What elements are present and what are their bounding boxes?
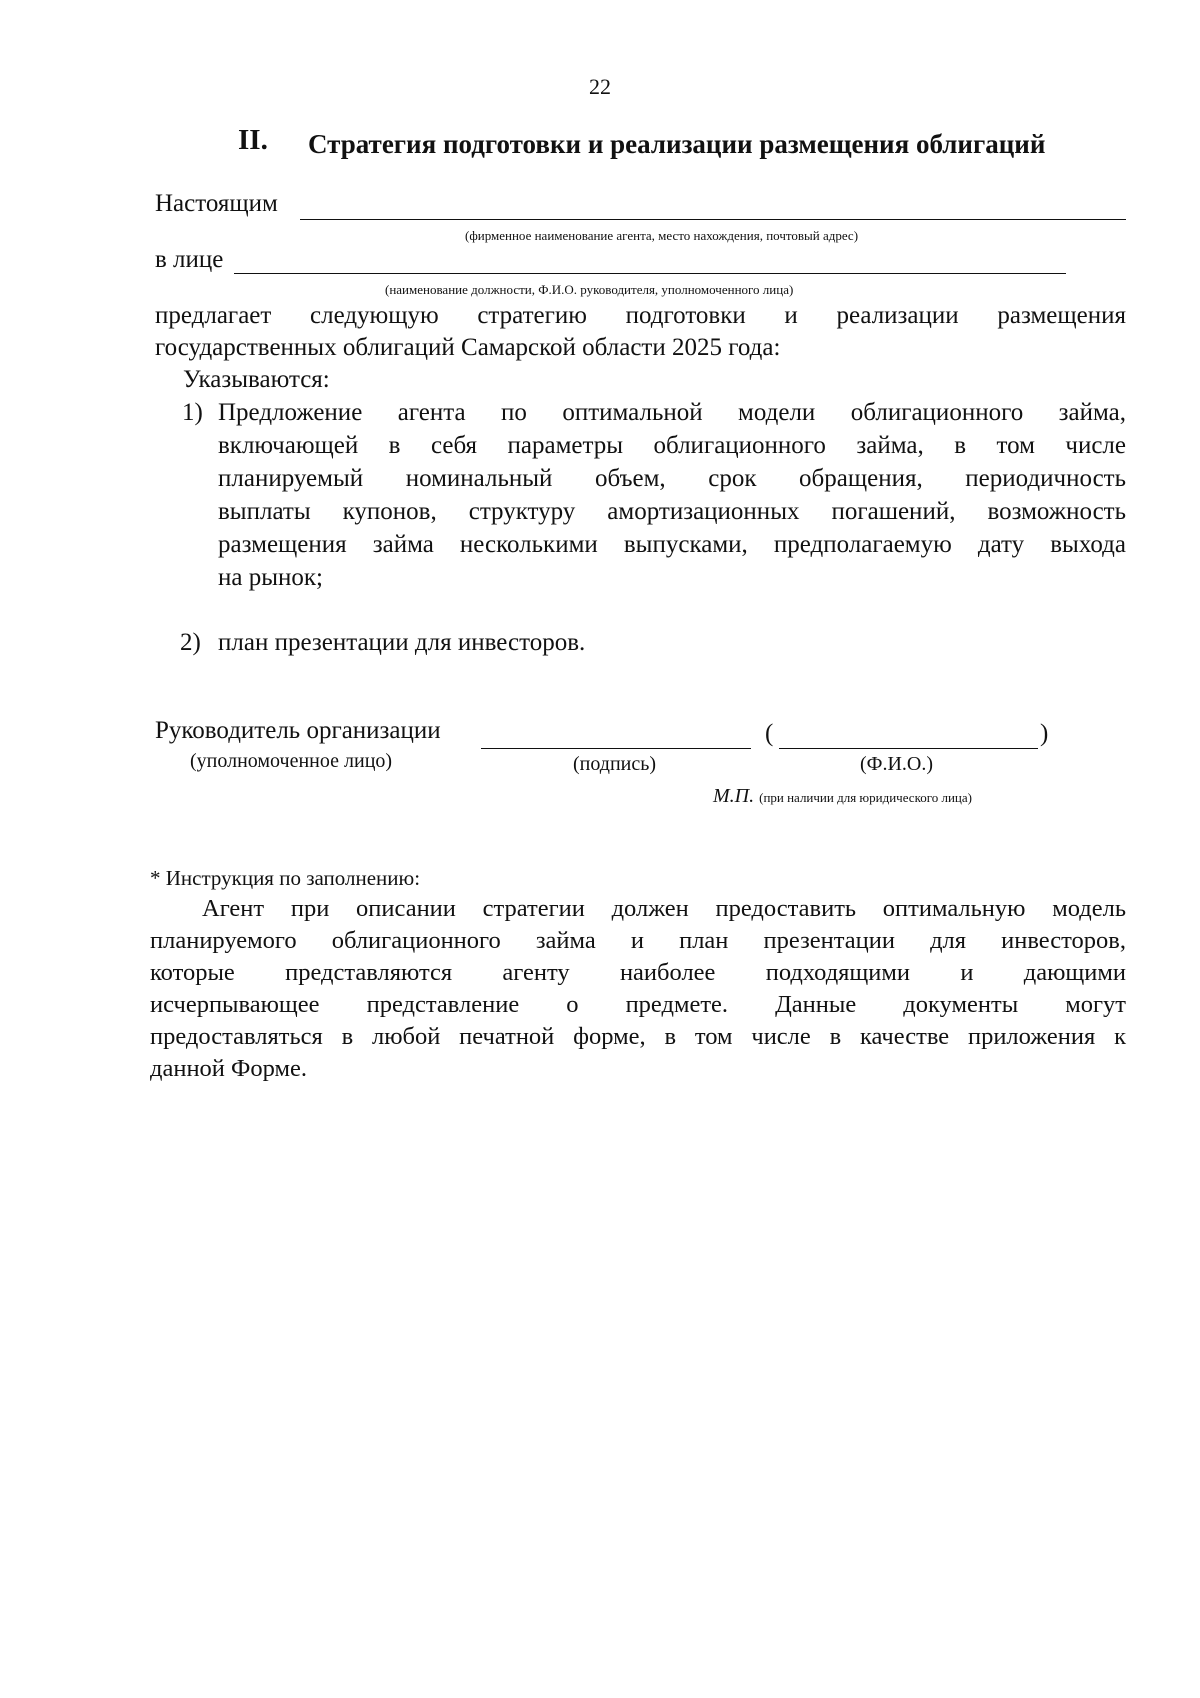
instructions-line-6: данной Форме. [150,1055,308,1082]
instructions-line-3: которые представляются агенту наиболее подходящими и дающими [150,959,1126,986]
instructions-line-4: исчерпывающее представление о предмете. Данные документы могут [150,991,1126,1018]
instructions-line-2: планируемого облигационного займа и план презентации для инвесторов, [150,927,1126,954]
person-field-caption: (наименование должности, Ф.И.О. руководителя, уполномоченного лица) [385,282,794,297]
item-2-marker: 2) [180,629,201,656]
head-sub-label: (уполномоченное лицо) [190,750,393,772]
stamp-label [713,785,972,808]
agent-field-line[interactable] [300,219,1126,220]
agent-field-caption: (фирменное наименование агента, место нахождения, почтовый адрес) [465,228,859,243]
item-1-line-1: Предложение агента по оптимальной модели облигационного займа, [218,399,1126,426]
instructions-title: * Инструкция по заполнению: [150,866,421,890]
instructions-line-1: Агент при описании стратегии должен предоставить оптимальную модель [202,895,1126,922]
intro-line-1: предлагает следующую стратегию подготовки и реализации размещения [155,302,1126,329]
section-title: Стратегия подготовки и реализации размещения облигаций [308,129,1046,159]
name-paren-open: ( [765,720,774,747]
person-label: в лице [155,246,224,273]
head-label: Руководитель организации [155,717,441,744]
indicate-label: Указываются: [183,366,330,393]
name-caption: (Ф.И.О.) [860,753,934,775]
item-1-line-2: включающей в себя параметры облигационного займа, в том числе [218,432,1126,459]
item-1-marker: 1) [182,399,203,426]
section-number: II. [238,124,268,156]
instructions-line-5: предоставляться в любой печатной форме, в том числе в качестве приложения к [150,1023,1126,1050]
item-2-line-1: план презентации для инвесторов. [218,629,586,656]
agent-label: Настоящим [155,190,278,217]
item-1-line-5: размещения займа несколькими выпусками, предполагаемую дату выхода [218,531,1126,558]
stamp-note: (при наличии для юридического лица) [759,790,972,805]
item-1-line-4: выплаты купонов, структуру амортизационных погашений, возможность [218,498,1126,525]
signature-line[interactable] [481,748,751,749]
item-1-line-3: планируемый номинальный объем, срок обращения, периодичность [218,465,1126,492]
stamp-mark: М.П. [713,785,755,807]
intro-line-2: государственных облигаций Самарской области 2025 года: [155,334,781,361]
signature-caption: (подпись) [573,753,657,775]
item-1-line-6: на рынок; [218,564,323,591]
page-number: 22 [589,74,611,99]
name-line[interactable] [779,748,1038,749]
name-paren-close: ) [1040,720,1049,747]
person-field-line[interactable] [234,273,1066,274]
